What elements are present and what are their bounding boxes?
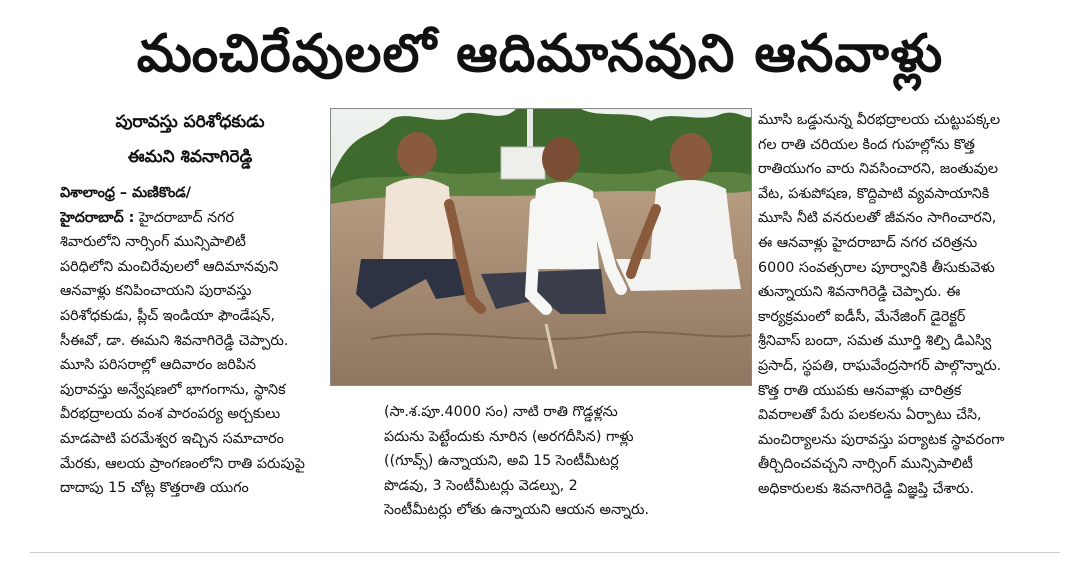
- text-line: తున్నాయని శివనాగిరెడ్డి చెప్పారు. ఈ: [758, 284, 961, 301]
- text-line: మూసి నీటి వనరులతో జీవనం సాగించారని,: [758, 210, 997, 227]
- text-line: రాతియుగం వారు నివసించారని, జంతువుల: [758, 161, 999, 178]
- text-line: పరిశోధకుడు, ప్లీచ్ ఇండియా ఫౌండేషన్,: [60, 307, 275, 324]
- text-line: పదును పెట్టేందుకు నూరిన (అరగదీసిన) గాళ్లు: [384, 428, 634, 445]
- headline: మంచిరేవులలో ఆదిమానవుని ఆనవాళ్లు: [136, 24, 944, 84]
- bottom-divider: [30, 552, 1060, 553]
- text-line: మూసి ఒడ్డునున్న వీరభద్రాలయ చుట్టుపక్కల: [758, 112, 1001, 128]
- text-line: గల రాతి చరియల కింద గుహల్లోను కొత్త: [758, 136, 975, 153]
- text-line: అధికారులకు శివనాగిరెడ్డి విజ్ఞప్తి చేశారు.: [758, 480, 975, 497]
- text-line: మంచిర్యాలను పురావస్తు పర్యాటక స్థావరంగా: [758, 431, 1005, 448]
- text-line: హైదరాబాద్ నగర: [138, 209, 234, 226]
- text-line: మేరకు, ఆలయ ప్రాంగణంలోని రాతి పరుపుపై: [60, 455, 305, 472]
- news-photo: [330, 108, 752, 386]
- text-line: ((గూవ్స్) ఉన్నాయని, అవి 15 సెంటీమీటర్ల: [384, 453, 619, 470]
- text-line: ఈ ఆనవాళ్లు హైదరాబాద్ నగర చరిత్రను: [758, 234, 978, 251]
- text-line: కార్యక్రమంలో ఐడీసీ, మేనేజింగ్ డైరెక్టర్: [758, 308, 966, 325]
- text-line: పురావస్తు అన్వేషణలో భాగంగాను, స్థానిక: [60, 381, 286, 398]
- text-line: వీరభద్రాలయ వంశ పారంపర్య అర్చకులు: [60, 406, 281, 423]
- text-line: తీర్చిదించవచ్చని నార్సింగ్ మున్సిపాలిటీ: [758, 456, 973, 473]
- byline-name: ఈమని శివనాగిరెడ్డి: [127, 147, 253, 167]
- column-2: [384, 400, 738, 523]
- photo-three-men-at-rock-icon: [331, 109, 751, 385]
- dateline-city: హైదరాబాద్ :: [60, 209, 135, 226]
- text-line: ప్రసాద్, స్థపతి, రాఘవేంద్రసాగర్ పాల్గొన్నారు.: [758, 357, 1002, 374]
- text-line: సీఈవో, డా. ఈమని శివనాగిరెడ్డి చెప్పారు.: [60, 332, 289, 349]
- dateline-place: విశాలాంధ్ర – మణికొండ/: [60, 185, 192, 201]
- text-line: పొడవు, 3 సెంటీమీటర్లు వెడల్పు, 2: [384, 477, 578, 494]
- text-line: శ్రీనివాస్ బందా, సమత మూర్తి శిల్పి డిఎస్వి: [758, 333, 992, 350]
- text-line: పరిధిలోని మంచిరేవులలో ఆదిమానవుని: [60, 258, 279, 275]
- text-line: దాదాపు 15 చోట్ల కొత్తరాతి యుగం: [60, 480, 249, 497]
- text-line: 6000 సంవత్సరాల పూర్వానికి తీసుకువెళు: [758, 259, 995, 276]
- column-3: [758, 108, 1068, 502]
- text-line: వేట, పశుపోషణ, కొద్దిపాటి వ్యవసాయానికి: [758, 185, 990, 202]
- text-line: కొత్త రాతి యుపకు ఆనవాళ్లు చారిత్రక: [758, 382, 962, 399]
- column-1: [60, 181, 323, 501]
- text-line: (సా.శ.పూ.4000 సం) నాటి రాతి గొడ్డళ్లను: [384, 404, 618, 420]
- text-line: ఆనవాళ్లు కనిపించాయని పురావస్తు: [60, 283, 252, 300]
- text-line: శివారులోని నార్సింగ్ మున్సిపాలిటీ: [60, 234, 246, 251]
- text-line: మూసి పరిసరాల్లో ఆదివారం జరిపిన: [60, 357, 257, 374]
- byline-role: పురావస్తు పరిశోధకుడు: [115, 112, 265, 132]
- text-line: సెంటీమీటర్లు లోతు ఉన్నాయని ఆయన అన్నారు.: [384, 502, 650, 519]
- text-line: వివరాలతో పేరు పలకలను ఏర్పాటు చేసి,: [758, 407, 982, 424]
- text-line: మాడపాటి పరమేశ్వర ఇచ్చిన సమాచారం: [60, 430, 284, 447]
